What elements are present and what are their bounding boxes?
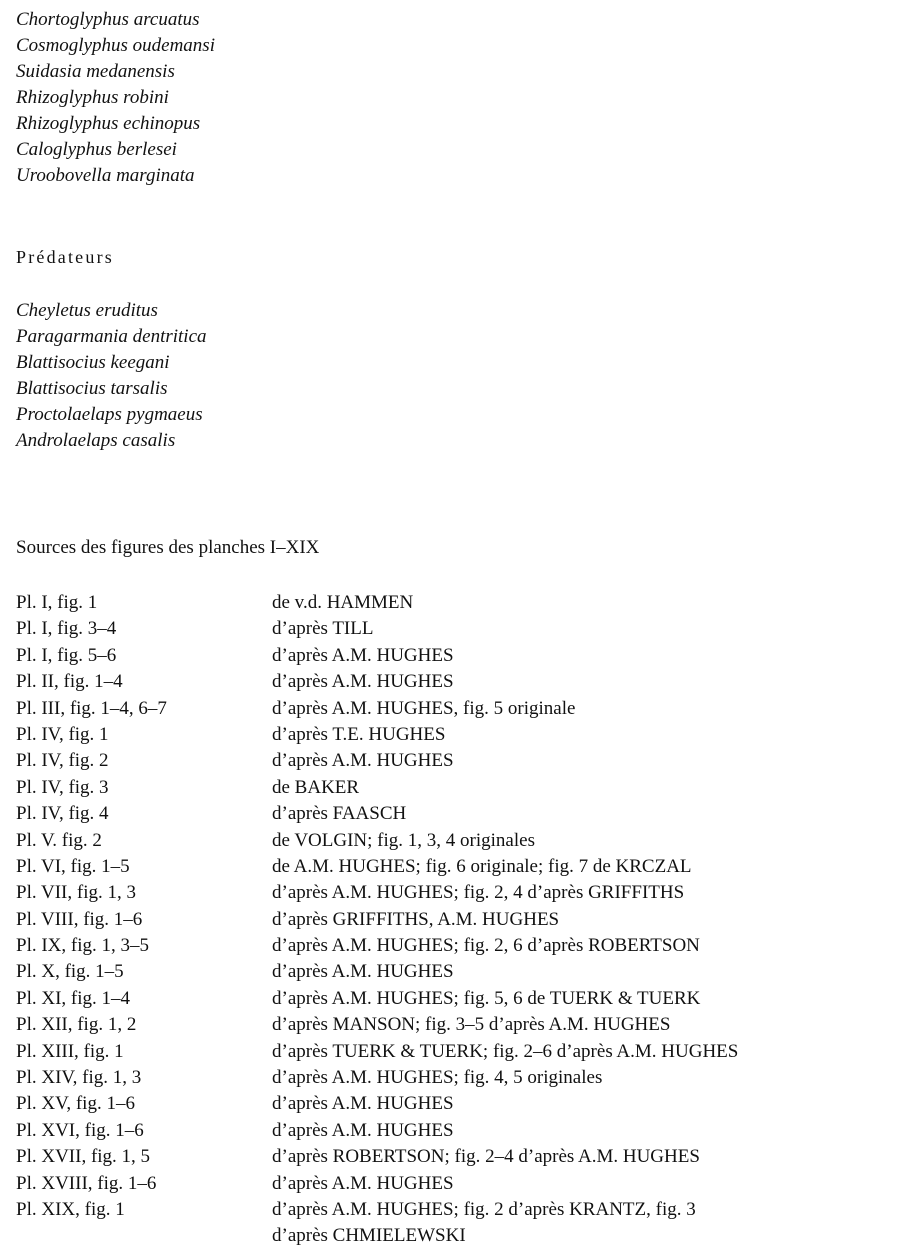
- figure-source: d’après A.M. HUGHES; fig. 4, 5 originales: [272, 1067, 603, 1089]
- species-item: Caloglyphus berlesei: [16, 139, 177, 160]
- source-row: [16, 1144, 901, 1170]
- plate-reference: Pl. XVII, fig. 1, 5: [16, 1146, 151, 1168]
- source-row: [16, 669, 901, 695]
- figure-source: d’après A.M. HUGHES: [272, 671, 454, 693]
- plate-reference: Pl. VI, fig. 1–5: [16, 855, 130, 877]
- sources-heading: Sources des figures des planches I–XIX: [16, 537, 320, 558]
- plate-reference: Pl. I, fig. 5–6: [16, 644, 117, 666]
- figure-source: de BAKER: [272, 776, 360, 798]
- species-item: Suidasia medanensis: [16, 61, 175, 82]
- figure-source: de VOLGIN; fig. 1, 3, 4 originales: [272, 829, 535, 851]
- figure-source: d’après GRIFFITHS, A.M. HUGHES: [272, 908, 560, 930]
- source-row: [16, 616, 901, 642]
- predator-item: Blattisocius tarsalis: [16, 378, 168, 399]
- figure-source: d’après A.M. HUGHES; fig. 2, 6 d’après ROBERTSON: [272, 935, 700, 957]
- source-row: [16, 1012, 901, 1038]
- species-item: Rhizoglyphus robini: [16, 87, 169, 108]
- source-row: [16, 775, 901, 801]
- plate-reference: Pl. VII, fig. 1, 3: [16, 882, 136, 904]
- species-item: Chortoglyphus arcuatus: [16, 9, 200, 30]
- plate-reference: Pl. III, fig. 1–4, 6–7: [16, 697, 167, 719]
- source-row: [16, 933, 901, 959]
- plate-reference: Pl. V. fig. 2: [16, 829, 102, 851]
- predator-item: Paragarmania dentritica: [16, 326, 207, 347]
- source-row: [16, 801, 901, 827]
- plate-reference: Pl. IV, fig. 3: [16, 776, 109, 798]
- source-row: [16, 880, 901, 906]
- plate-reference: Pl. XIV, fig. 1, 3: [16, 1067, 142, 1089]
- plate-reference: Pl. XV, fig. 1–6: [16, 1093, 135, 1115]
- plate-reference: Pl. IV, fig. 2: [16, 750, 109, 772]
- figure-source: d’après T.E. HUGHES: [272, 723, 446, 745]
- figure-source: d’après TILL: [272, 618, 374, 640]
- figure-source: d’après A.M. HUGHES; fig. 2 d’après KRANTZ, fig. 3: [272, 1198, 696, 1220]
- plate-reference: Pl. XVIII, fig. 1–6: [16, 1172, 157, 1194]
- source-row: [16, 828, 901, 854]
- source-row: [16, 696, 901, 722]
- plate-reference: [16, 1223, 272, 1249]
- source-row: [16, 986, 901, 1012]
- predator-item: Proctolaelaps pygmaeus: [16, 404, 203, 425]
- plate-reference: Pl. XII, fig. 1, 2: [16, 1014, 137, 1036]
- figure-source: d’après A.M. HUGHES; fig. 5, 6 de TUERK & TUERK: [272, 987, 701, 1009]
- plate-reference: Pl. I, fig. 1: [16, 592, 98, 613]
- plate-reference: Pl. I, fig. 3–4: [16, 618, 117, 640]
- prey-species-list: [16, 7, 215, 189]
- source-row: [16, 748, 901, 774]
- predator-species-list: [16, 298, 207, 454]
- source-row: [16, 1223, 901, 1249]
- predators-heading: Prédateurs: [16, 247, 114, 267]
- source-row: [16, 1171, 901, 1197]
- species-item: Rhizoglyphus echinopus: [16, 113, 201, 134]
- source-row: [16, 1118, 901, 1144]
- figure-source: d’après A.M. HUGHES: [272, 750, 454, 772]
- source-row: [16, 722, 901, 748]
- predator-item: Blattisocius keegani: [16, 352, 170, 373]
- plate-reference: Pl. IV, fig. 1: [16, 723, 109, 745]
- predator-item: Cheyletus eruditus: [16, 300, 158, 321]
- source-row: [16, 643, 901, 669]
- sources-table: [16, 590, 901, 1250]
- figure-source: d’après ROBERTSON; fig. 2–4 d’après A.M. HUGHES: [272, 1146, 700, 1168]
- plate-reference: Pl. X, fig. 1–5: [16, 961, 124, 983]
- source-row: [16, 959, 901, 985]
- figure-source: d’après A.M. HUGHES: [272, 1119, 454, 1141]
- figure-source: d’après A.M. HUGHES, fig. 5 originale: [272, 697, 576, 719]
- plate-reference: Pl. XVI, fig. 1–6: [16, 1119, 144, 1141]
- plate-reference: Pl. XIII, fig. 1: [16, 1040, 124, 1062]
- plate-reference: Pl. XI, fig. 1–4: [16, 987, 130, 1009]
- figure-source: d’après MANSON; fig. 3–5 d’après A.M. HUGHES: [272, 1014, 671, 1036]
- plate-reference: Pl. IV, fig. 4: [16, 803, 109, 825]
- figure-source: d’après CHMIELEWSKI: [272, 1225, 466, 1247]
- source-row: [16, 1197, 901, 1223]
- source-row: [16, 907, 901, 933]
- figure-source: d’après FAASCH: [272, 803, 407, 825]
- figure-source: d’après A.M. HUGHES: [272, 1172, 454, 1194]
- plate-reference: Pl. II, fig. 1–4: [16, 671, 123, 693]
- figure-source: d’après A.M. HUGHES: [272, 644, 454, 666]
- source-row: [16, 854, 901, 880]
- plate-reference: Pl. XIX, fig. 1: [16, 1198, 125, 1220]
- source-row: [16, 1065, 901, 1091]
- source-row: [16, 590, 901, 616]
- plate-reference: Pl. VIII, fig. 1–6: [16, 908, 143, 930]
- figure-source: de A.M. HUGHES; fig. 6 originale; fig. 7 de KRCZAL: [272, 855, 692, 877]
- predator-item: Androlaelaps casalis: [16, 430, 176, 451]
- figure-source: d’après TUERK & TUERK; fig. 2–6 d’après A.M. HUGHES: [272, 1040, 739, 1062]
- source-row: [16, 1039, 901, 1065]
- source-row: [16, 1091, 901, 1117]
- species-item: Cosmoglyphus oudemansi: [16, 35, 215, 56]
- figure-source: d’après A.M. HUGHES: [272, 1093, 454, 1115]
- figure-source: d’après A.M. HUGHES; fig. 2, 4 d’après GRIFFITHS: [272, 882, 685, 904]
- figure-source: de v.d. HAMMEN: [272, 592, 414, 613]
- species-item: Uroobovella marginata: [16, 165, 195, 186]
- plate-reference: Pl. IX, fig. 1, 3–5: [16, 935, 149, 957]
- figure-source: d’après A.M. HUGHES: [272, 961, 454, 983]
